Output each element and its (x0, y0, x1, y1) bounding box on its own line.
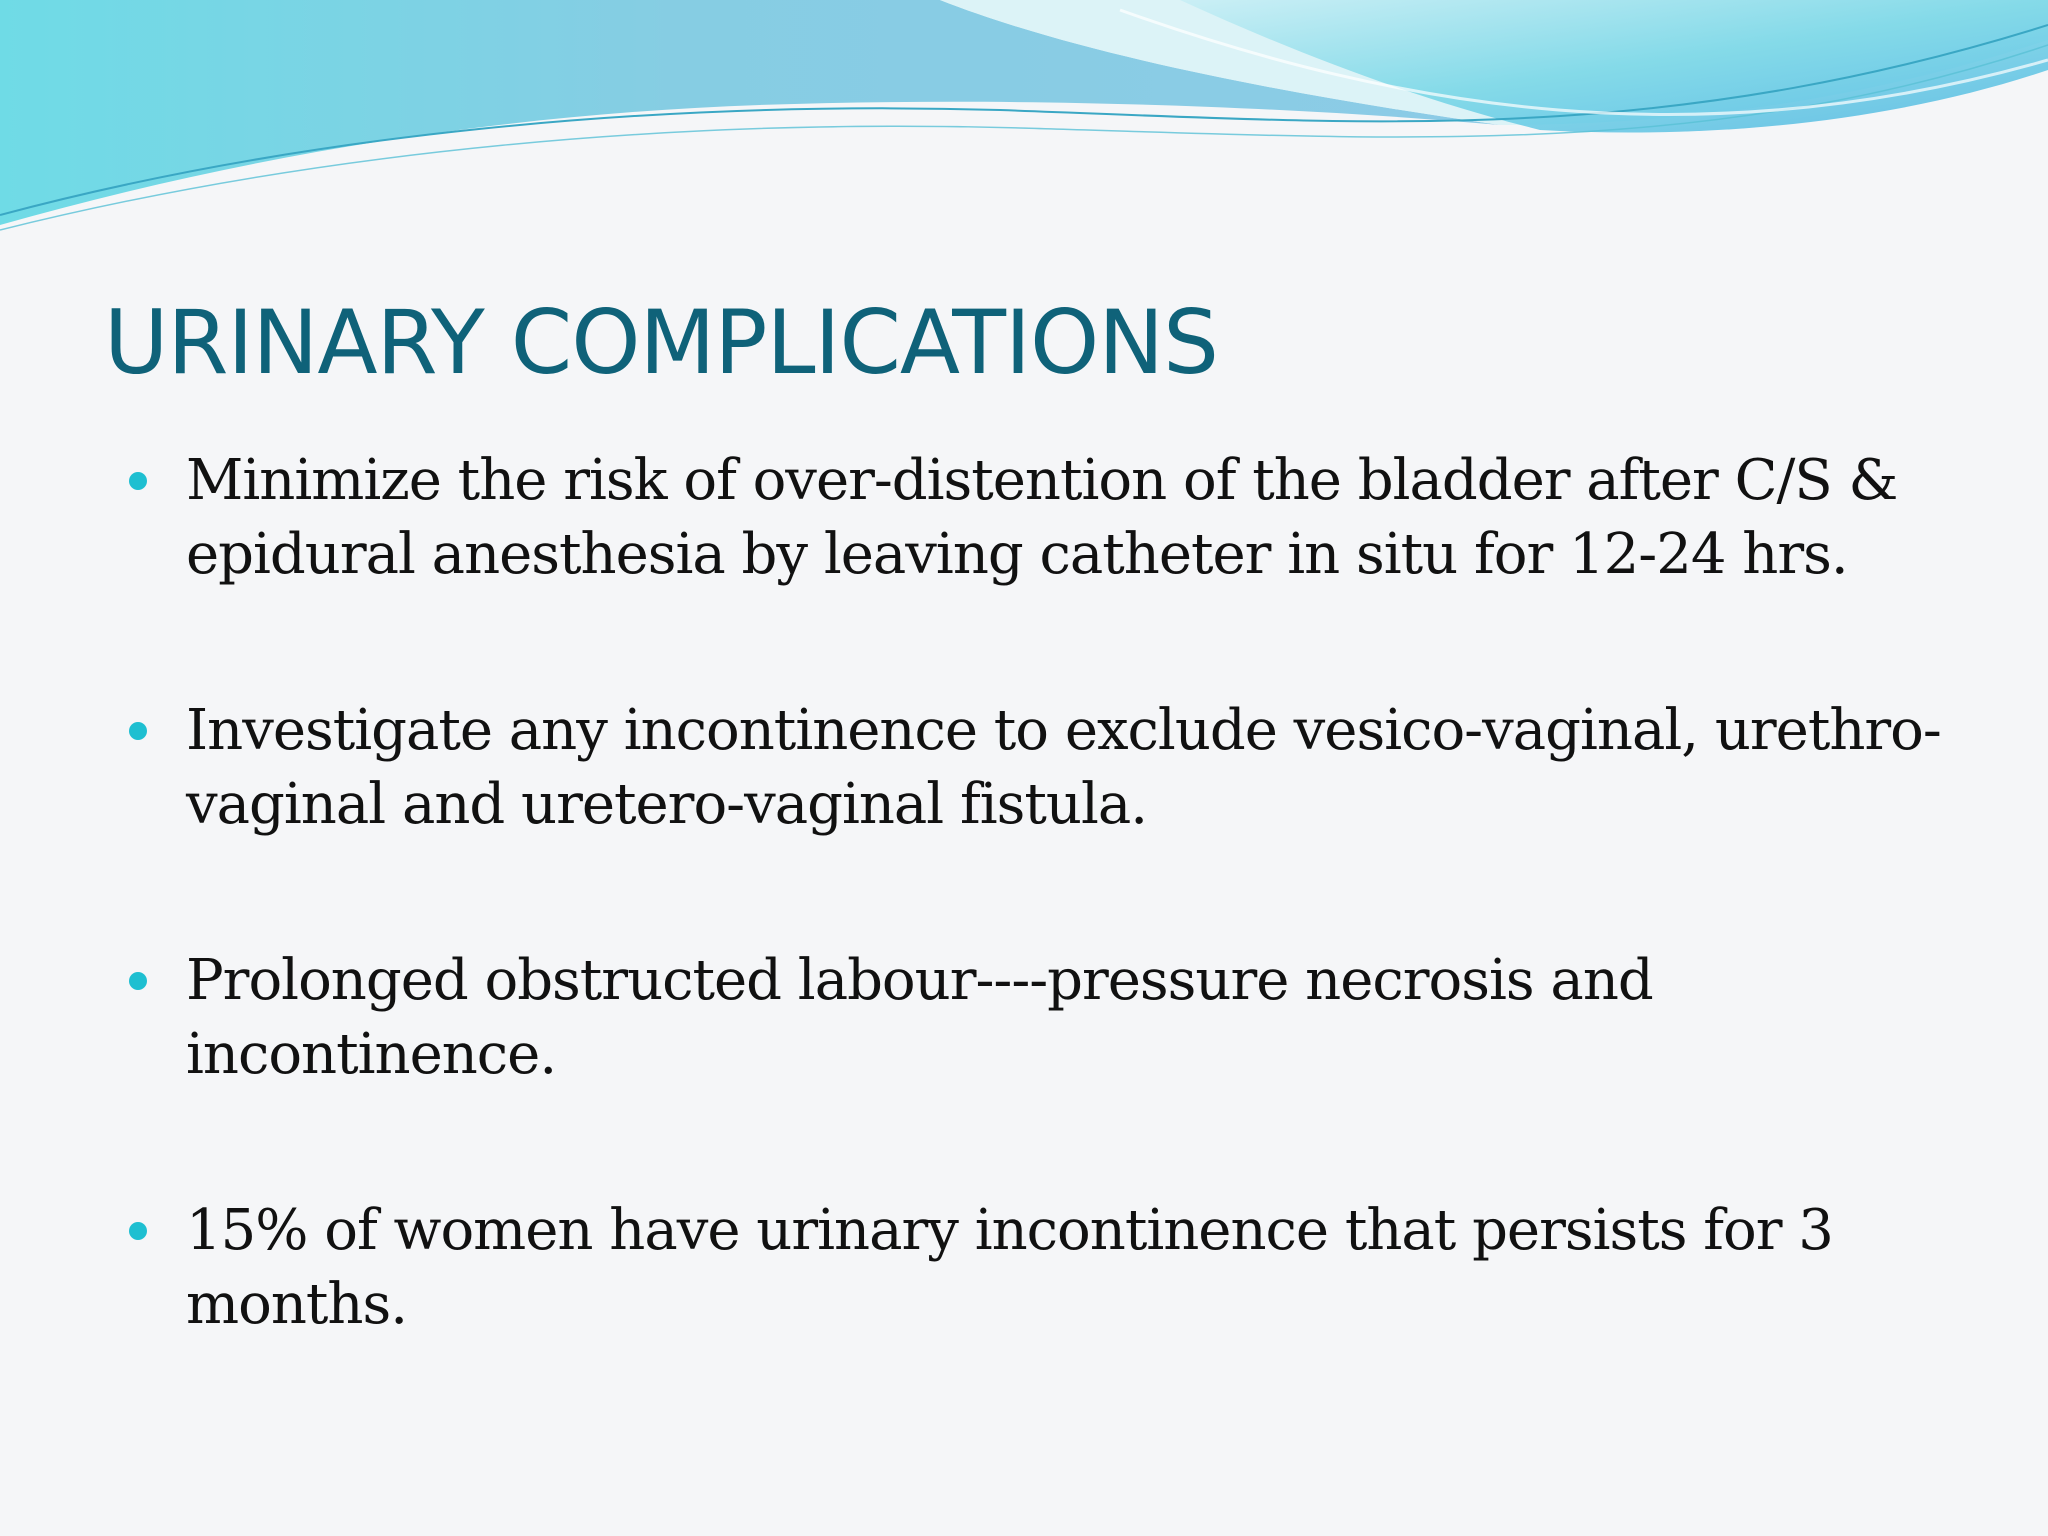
bullet-dot-icon (129, 472, 147, 490)
bullet-item (126, 944, 1966, 1092)
slide-title: URINARY COMPLICATIONS (104, 291, 1218, 394)
bullet-dot-icon (129, 972, 147, 990)
bullet-dot-icon (129, 722, 147, 740)
bullet-item (126, 1194, 1966, 1342)
bullet-list (126, 444, 1966, 1444)
bullet-text: Prolonged obstructed labour----pressure necrosis and incontinence. (186, 948, 1653, 1087)
bullet-dot-icon (129, 1222, 147, 1240)
header-wave-decoration (0, 0, 2048, 260)
bullet-text: Minimize the risk of over-distention of the bladder after C/S & epidural anesthesia by leaving catheter in situ for 12-24 hrs. (186, 448, 1898, 587)
bullet-text: Investigate any incontinence to exclude vesico-vaginal, urethro-vaginal and uretero-vaginal fistula. (186, 698, 1941, 837)
bullet-item (126, 444, 1966, 592)
bullet-item (126, 694, 1966, 842)
bullet-text: 15% of women have urinary incontinence that persists for 3 months. (186, 1198, 1833, 1337)
